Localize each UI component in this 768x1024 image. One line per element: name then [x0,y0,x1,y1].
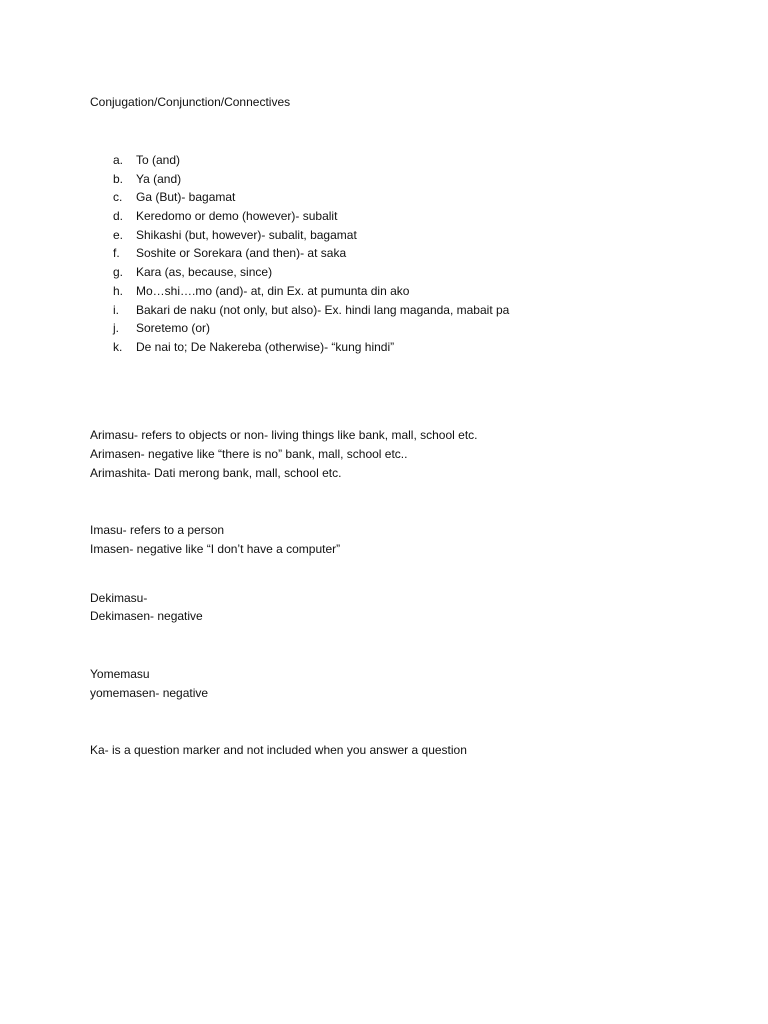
list-item [113,338,509,357]
list-item-text: Shikashi (but, however)- subalit, bagamat [136,227,357,242]
list-marker: i. [113,302,119,317]
arimasu-line-1: Arimasu- refers to objects or non- living things like bank, mall, school etc. [90,428,478,442]
page-title: Conjugation/Conjunction/Connectives [90,95,291,109]
list-item-text: Kara (as, because, since) [136,265,273,280]
list-item [113,282,509,301]
yomemasu-line-2: yomemasen- negative [90,686,209,700]
list-item-text: De nai to; De Nakereba (otherwise)- “kung hindi” [136,339,395,354]
dekimasu-line-1: Dekimasu- [90,591,148,605]
imasu-line-1: Imasu- refers to a person [90,523,225,537]
list-marker: k. [113,339,123,354]
arimasu-line-3: Arimashita- Dati merong bank, mall, school etc. [90,466,342,480]
list-item-text: Bakari de naku (not only, but also)- Ex. hindi lang maganda, mabait pa [136,302,510,317]
imasu-line-2: Imasen- negative like “I don’t have a computer” [90,542,341,556]
connectives-list [113,151,509,357]
dekimasu-line-2: Dekimasen- negative [90,609,203,623]
list-marker: a. [113,153,124,167]
list-item-text: Ya (and) [136,171,182,186]
list-item [113,319,509,338]
list-item-text: To (and) [136,153,181,167]
list-item-text: Mo…shi….mo (and)- at, din Ex. at pumunta din ako [136,283,410,298]
list-marker: c. [113,190,123,205]
list-item [113,226,509,245]
list-marker: j. [113,321,119,336]
list-item-text: Soshite or Sorekara (and then)- at saka [136,246,347,261]
list-item [113,207,509,226]
arimasu-line-2: Arimasen- negative like “there is no” bank, mall, school etc.. [90,447,408,461]
list-item [113,170,509,189]
list-item-text: Soretemo (or) [136,321,211,336]
list-marker: g. [113,265,124,280]
list-item-text: Keredomo or demo (however)- subalit [136,209,338,224]
list-marker: h. [113,283,124,298]
list-item [113,244,509,263]
list-marker: b. [113,171,124,186]
list-marker: d. [113,209,124,224]
list-item [113,263,509,282]
list-item-text: Ga (But)- bagamat [136,190,236,205]
ka-line-1: Ka- is a question marker and not included when you answer a question [90,743,467,757]
yomemasu-line-1: Yomemasu [90,667,150,681]
list-item [113,188,509,207]
list-item [113,301,509,320]
list-marker: f. [113,246,120,261]
list-marker: e. [113,227,124,242]
list-item [113,151,509,170]
